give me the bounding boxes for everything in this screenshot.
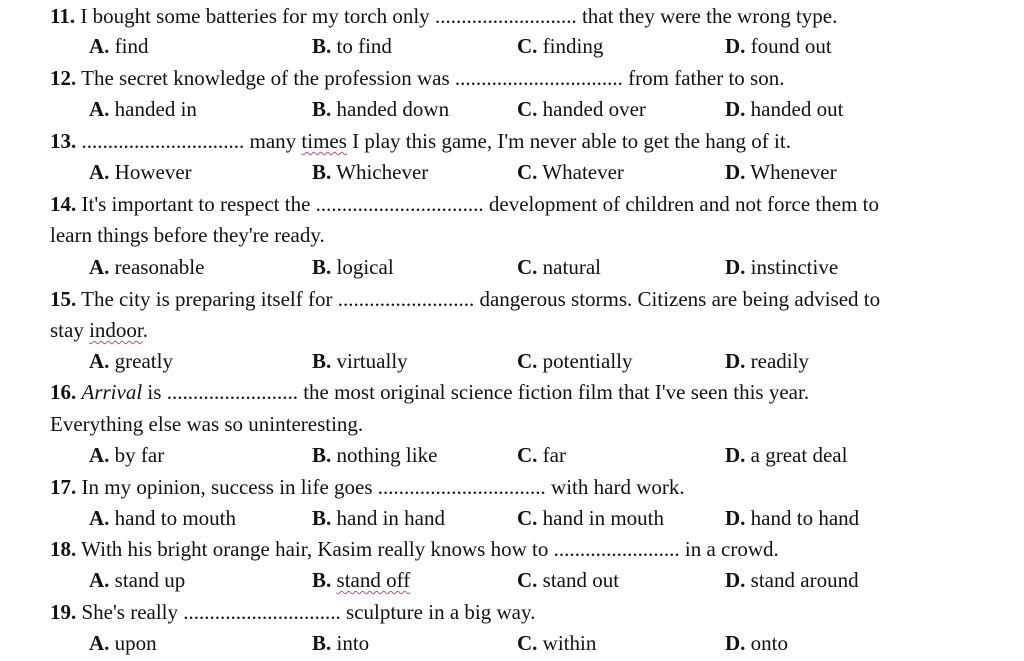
option-c[interactable]: C. hand in mouth bbox=[517, 506, 664, 530]
option-c[interactable]: C. natural bbox=[517, 255, 601, 279]
question-12 bbox=[50, 65, 784, 91]
option-c[interactable]: C. Whatever bbox=[517, 160, 624, 184]
question-stem-blank: .......................... dangerous storms. Citizens are being advised to bbox=[337, 287, 881, 311]
option-b[interactable]: B. virtually bbox=[312, 349, 408, 373]
question-16 bbox=[50, 379, 809, 405]
question-number: 17. bbox=[50, 475, 77, 499]
question-stem-blank: ................................ with hard work. bbox=[377, 475, 685, 499]
option-c[interactable]: C. finding bbox=[517, 34, 604, 58]
option-d[interactable]: D. a great deal bbox=[725, 443, 848, 467]
flagged-word: indoor bbox=[89, 318, 143, 342]
option-d[interactable]: D. instinctive bbox=[725, 255, 839, 279]
option-b[interactable]: B. handed down bbox=[312, 97, 450, 121]
question-19 bbox=[50, 599, 535, 625]
question-stem: It's important to respect the bbox=[81, 192, 316, 216]
question-stem-blank: ................................ development of children and not force them to bbox=[315, 192, 880, 216]
question-number: 14. bbox=[50, 192, 77, 216]
question-15 bbox=[50, 286, 880, 312]
option-b[interactable]: B. Whichever bbox=[312, 160, 429, 184]
option-b[interactable]: B. hand in hand bbox=[312, 506, 445, 530]
question-stem: The city is preparing itself for bbox=[81, 287, 338, 311]
option-a[interactable]: A. hand to mouth bbox=[89, 506, 236, 530]
option-d[interactable]: D. handed out bbox=[725, 97, 844, 121]
question-11 bbox=[50, 3, 837, 29]
option-a[interactable]: A. However bbox=[89, 160, 192, 184]
flagged-word: times bbox=[301, 129, 347, 153]
option-c[interactable]: C. far bbox=[517, 443, 566, 467]
question-number: 13. bbox=[50, 129, 77, 153]
option-a[interactable]: A. stand up bbox=[89, 568, 186, 592]
flagged-word: stand off bbox=[336, 568, 411, 592]
option-d[interactable]: D. found out bbox=[725, 34, 832, 58]
option-d[interactable]: D. stand around bbox=[725, 568, 859, 592]
question-stem-blank: ................................ from father to son. bbox=[454, 66, 785, 90]
question-14-continuation: learn things before they're ready. bbox=[50, 223, 325, 247]
question-16-continuation: Everything else was so uninteresting. bbox=[50, 412, 364, 436]
option-d[interactable]: D. readily bbox=[725, 349, 809, 373]
question-number: 16. bbox=[50, 380, 77, 404]
question-17 bbox=[50, 474, 685, 500]
option-b[interactable]: B. into bbox=[312, 631, 370, 655]
question-13 bbox=[50, 128, 791, 154]
option-a[interactable]: A. greatly bbox=[89, 349, 173, 373]
option-c[interactable]: C. potentially bbox=[517, 349, 633, 373]
option-c[interactable]: C. stand out bbox=[517, 568, 620, 592]
question-15-continuation: stay indoor. bbox=[50, 318, 148, 342]
question-number: 15. bbox=[50, 287, 77, 311]
option-d[interactable]: D. Whenever bbox=[725, 160, 837, 184]
option-a[interactable]: A. find bbox=[89, 34, 149, 58]
option-b[interactable]: B. nothing like bbox=[312, 443, 438, 467]
option-a[interactable]: A. upon bbox=[89, 631, 157, 655]
option-a[interactable]: A. by far bbox=[89, 443, 165, 467]
question-stem: I play this game, I'm never able to get the hang of it. bbox=[346, 129, 791, 153]
question-stem-blank: ............................... many bbox=[81, 129, 302, 153]
question-number: 18. bbox=[50, 537, 77, 561]
option-a[interactable]: A. reasonable bbox=[89, 255, 205, 279]
option-c[interactable]: C. handed over bbox=[517, 97, 646, 121]
option-b[interactable]: B. logical bbox=[312, 255, 394, 279]
question-18 bbox=[50, 536, 779, 562]
question-stem: In my opinion, success in life goes bbox=[81, 475, 378, 499]
question-number: 19. bbox=[50, 600, 77, 624]
question-stem: is bbox=[142, 380, 167, 404]
question-stem: The secret knowledge of the profession was bbox=[81, 66, 455, 90]
film-title: Arrival bbox=[81, 380, 143, 404]
question-number: 12. bbox=[50, 66, 77, 90]
question-stem: She's really bbox=[81, 600, 184, 624]
option-c[interactable]: C. within bbox=[517, 631, 597, 655]
question-14 bbox=[50, 191, 879, 217]
option-d[interactable]: D. hand to hand bbox=[725, 506, 860, 530]
question-stem: With his bright orange hair, Kasim really knows how to bbox=[81, 537, 554, 561]
question-number: 11. bbox=[50, 4, 76, 28]
question-stem-blank: ........................ in a crowd. bbox=[553, 537, 779, 561]
question-stem: I bought some batteries for my torch only bbox=[80, 4, 435, 28]
option-d[interactable]: D. onto bbox=[725, 631, 789, 655]
question-stem-blank: .............................. sculpture in a big way. bbox=[183, 600, 536, 624]
question-stem-blank: ......................... the most original science fiction film that I've seen this year. bbox=[166, 380, 810, 404]
question-stem-blank: ........................... that they were the wrong type. bbox=[434, 4, 838, 28]
option-b[interactable]: B. stand off bbox=[312, 568, 411, 592]
option-b[interactable]: B. to find bbox=[312, 34, 392, 58]
option-a[interactable]: A. handed in bbox=[89, 97, 197, 121]
